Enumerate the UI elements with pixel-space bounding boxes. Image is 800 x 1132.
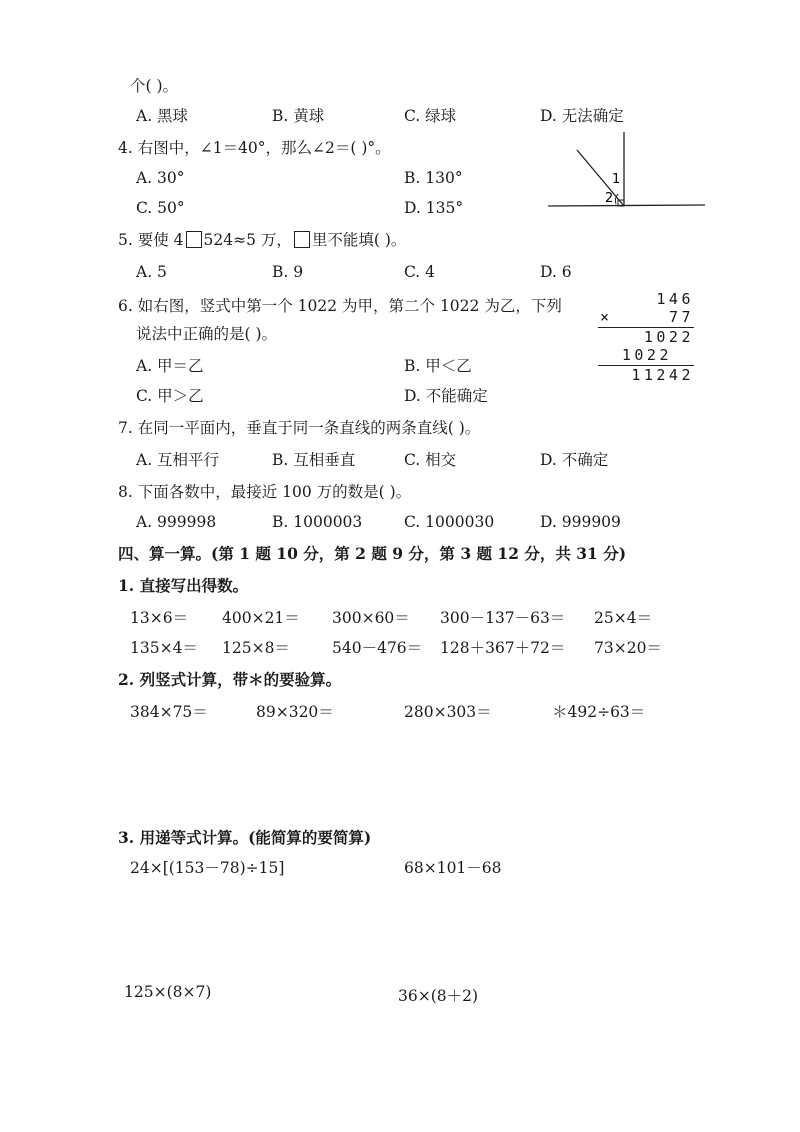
baseline bbox=[548, 205, 705, 206]
vm-partial-1: 1022 bbox=[643, 328, 694, 346]
q5-option-b[interactable]: B. 9 bbox=[272, 263, 304, 281]
q8-option-a[interactable]: A. 999998 bbox=[136, 513, 217, 531]
q5-stem-part2: 524≈5 万， bbox=[203, 231, 292, 249]
vm-product: 11242 bbox=[631, 366, 694, 384]
q4-option-a[interactable]: A. 30° bbox=[136, 169, 185, 187]
p3-item: 68×101－68 bbox=[404, 859, 502, 877]
q3-option-c[interactable]: C. 绿球 bbox=[404, 107, 457, 125]
q5-option-d[interactable]: D. 6 bbox=[540, 263, 572, 281]
q7-option-c[interactable]: C. 相交 bbox=[404, 451, 457, 469]
q5-blank-box bbox=[186, 231, 202, 248]
p1-item: 400×21＝ bbox=[222, 609, 300, 627]
part-3-title: 3. 用递等式计算。(能简算的要简算) bbox=[118, 828, 372, 847]
q6-stem-line1: 6. 如右图，竖式中第一个 1022 为甲，第二个 1022 为乙，下列 bbox=[118, 297, 562, 315]
q3-option-a[interactable]: A. 黑球 bbox=[136, 107, 189, 125]
p3-item: 125×(8×7) bbox=[124, 983, 212, 1001]
p1-item: 128＋367＋72＝ bbox=[440, 639, 566, 657]
q5-blank-box-ref bbox=[294, 231, 310, 248]
p2-item: 280×303＝ bbox=[404, 703, 492, 721]
p1-item: 300－137－63＝ bbox=[440, 609, 566, 627]
q4-stem: 4. 右图中，∠1＝40°，那么∠2＝( )°。 bbox=[118, 139, 391, 157]
p1-item: 125×8＝ bbox=[222, 639, 290, 657]
q8-option-c[interactable]: C. 1000030 bbox=[404, 513, 495, 531]
p1-item: 73×20＝ bbox=[594, 639, 662, 657]
p2-item: ＊492÷63＝ bbox=[552, 703, 646, 721]
q5-stem-part3: 里不能填( )。 bbox=[311, 231, 407, 249]
q8-option-b[interactable]: B. 1000003 bbox=[272, 513, 363, 531]
q6-option-b[interactable]: B. 甲＜乙 bbox=[404, 357, 472, 375]
p3-item: 36×(8＋2) bbox=[398, 987, 479, 1005]
q7-option-b[interactable]: B. 互相垂直 bbox=[272, 451, 356, 469]
q4-option-c[interactable]: C. 50° bbox=[136, 199, 185, 217]
vm-multiplier: 77 bbox=[668, 308, 694, 326]
p3-item: 24×[(153－78)÷15] bbox=[130, 859, 285, 877]
p2-item: 89×320＝ bbox=[256, 703, 334, 721]
q5-option-a[interactable]: A. 5 bbox=[136, 263, 167, 281]
p2-item: 384×75＝ bbox=[130, 703, 208, 721]
q7-option-d[interactable]: D. 不确定 bbox=[540, 451, 609, 469]
q6-option-a[interactable]: A. 甲＝乙 bbox=[136, 357, 204, 375]
q5-option-c[interactable]: C. 4 bbox=[404, 263, 436, 281]
vm-sign: × bbox=[600, 308, 613, 326]
p1-item: 13×6＝ bbox=[130, 609, 189, 627]
vm-partial-2: 1022 bbox=[621, 346, 672, 364]
vm-multiplicand: 146 bbox=[656, 290, 694, 308]
angle-label-2: 2 bbox=[605, 191, 614, 206]
q6-stem-line2: 说法中正确的是( )。 bbox=[136, 325, 278, 343]
q8-stem: 8. 下面各数中，最接近 100 万的数是( )。 bbox=[118, 483, 412, 501]
part-2-title: 2. 列竖式计算，带＊的要验算。 bbox=[118, 670, 342, 689]
q7-option-a[interactable]: A. 互相平行 bbox=[136, 451, 220, 469]
q4-option-d[interactable]: D. 135° bbox=[404, 199, 464, 217]
p1-item: 300×60＝ bbox=[332, 609, 410, 627]
p1-item: 540－476＝ bbox=[332, 639, 423, 657]
q7-stem: 7. 在同一平面内，垂直于同一条直线的两条直线( )。 bbox=[118, 419, 481, 437]
part-1-title: 1. 直接写出得数。 bbox=[118, 576, 249, 595]
angle-label-1: 1 bbox=[612, 172, 621, 187]
q8-option-d[interactable]: D. 999909 bbox=[540, 513, 621, 531]
q5-stem bbox=[118, 230, 406, 250]
q4-option-b[interactable]: B. 130° bbox=[404, 169, 463, 187]
q5-stem-part1: 5. 要使 4 bbox=[118, 231, 184, 249]
q3-stem-tail: 个( )。 bbox=[130, 77, 179, 95]
q3-option-b[interactable]: B. 黄球 bbox=[272, 107, 325, 125]
p1-item: 135×4＝ bbox=[130, 639, 198, 657]
q6-option-d[interactable]: D. 不能确定 bbox=[404, 387, 488, 405]
p1-item: 25×4＝ bbox=[594, 609, 653, 627]
angle-figure bbox=[545, 130, 710, 215]
q6-option-c[interactable]: C. 甲＞乙 bbox=[136, 387, 204, 405]
q3-option-d[interactable]: D. 无法确定 bbox=[540, 107, 624, 125]
vertical-multiplication bbox=[598, 290, 694, 385]
section-4-title: 四、算一算。(第 1 题 10 分，第 2 题 9 分，第 3 题 12 分，共 31 分) bbox=[118, 544, 627, 563]
